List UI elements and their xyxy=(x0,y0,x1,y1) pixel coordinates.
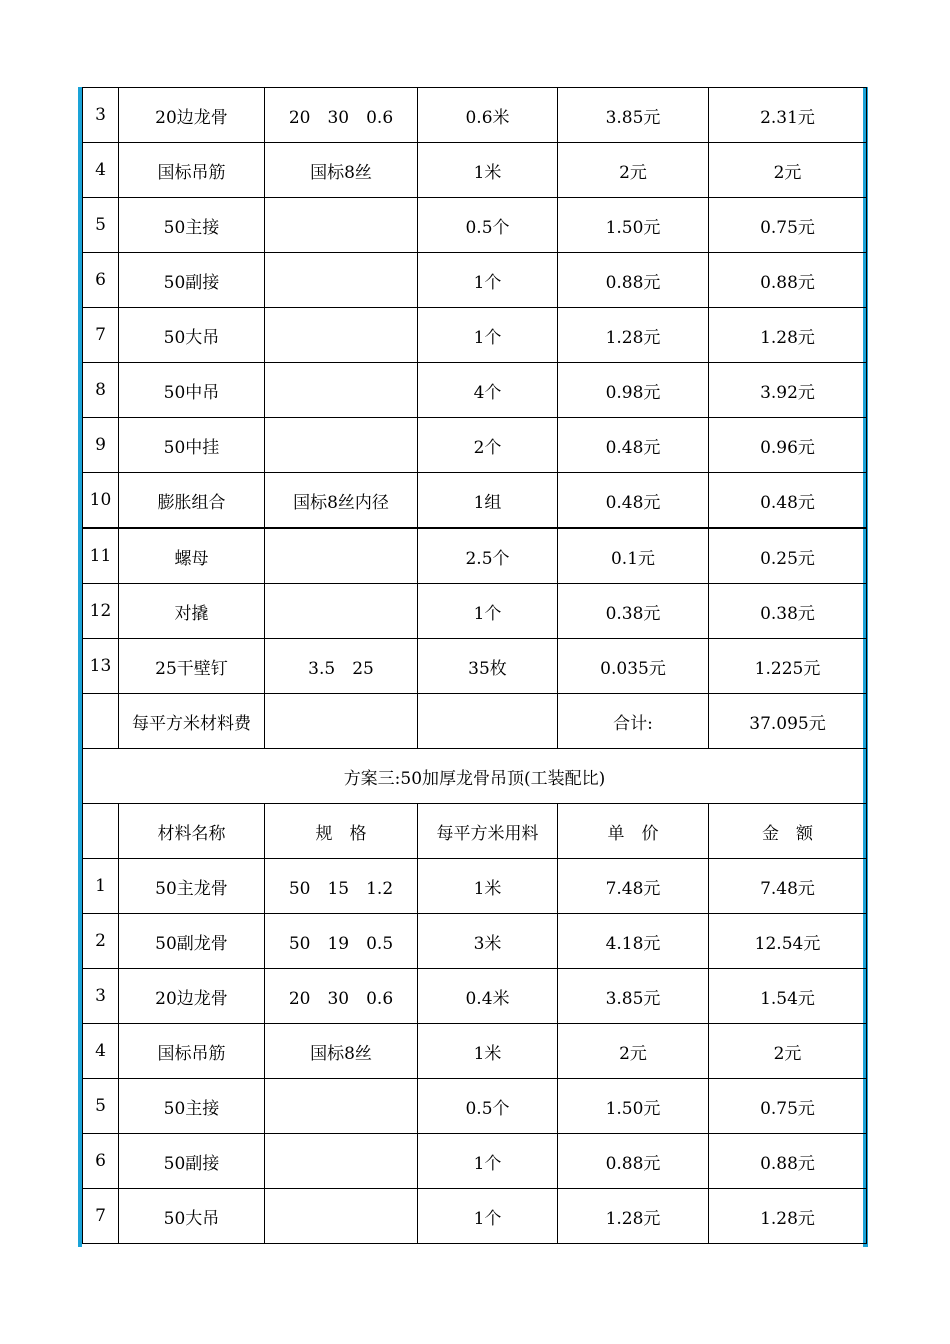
row-number-cell: 1 xyxy=(83,859,119,914)
specification-cell: 20 30 0.6 xyxy=(265,88,418,143)
material-name-cell: 50中挂 xyxy=(119,418,265,473)
table-row xyxy=(83,473,867,529)
row-number-cell: 8 xyxy=(83,363,119,418)
amount-cell: 0.48元 xyxy=(709,473,867,529)
section-title-row xyxy=(83,749,867,804)
specification-cell xyxy=(265,584,418,639)
material-name-cell: 25干壁钉 xyxy=(119,639,265,694)
specification-cell: 国标8丝 xyxy=(265,143,418,198)
specification-cell: 国标8丝内径 xyxy=(265,473,418,529)
specification-cell: 国标8丝 xyxy=(265,1024,418,1079)
usage-per-sqm-cell: 1米 xyxy=(418,859,558,914)
row-number-cell: 3 xyxy=(83,969,119,1024)
material-name-cell: 50主接 xyxy=(119,1079,265,1134)
material-name-cell: 20边龙骨 xyxy=(119,88,265,143)
row-number-cell: 4 xyxy=(83,143,119,198)
amount-cell: 0.25元 xyxy=(709,528,867,584)
amount-cell: 0.88元 xyxy=(709,253,867,308)
unit-price-cell: 2元 xyxy=(558,143,709,198)
usage-per-sqm-cell: 1个 xyxy=(418,1189,558,1244)
row-number-cell: 13 xyxy=(83,639,119,694)
table-row xyxy=(83,308,867,363)
row-number-cell: 3 xyxy=(83,88,119,143)
usage-per-sqm-cell: 35枚 xyxy=(418,639,558,694)
total-row xyxy=(83,694,867,749)
table-row xyxy=(83,639,867,694)
material-name-cell: 材料名称 xyxy=(119,804,265,859)
usage-per-sqm-cell xyxy=(418,694,558,749)
specification-cell xyxy=(265,308,418,363)
amount-cell: 0.75元 xyxy=(709,198,867,253)
amount-cell: 0.96元 xyxy=(709,418,867,473)
amount-cell: 3.92元 xyxy=(709,363,867,418)
usage-per-sqm-cell: 1组 xyxy=(418,473,558,529)
table-row xyxy=(83,253,867,308)
row-number-cell: 5 xyxy=(83,198,119,253)
specification-cell: 50 15 1.2 xyxy=(265,859,418,914)
table-row xyxy=(83,1189,867,1244)
amount-cell: 0.75元 xyxy=(709,1079,867,1134)
material-name-cell: 50大吊 xyxy=(119,1189,265,1244)
unit-price-cell: 1.50元 xyxy=(558,198,709,253)
specification-cell: 规 格 xyxy=(265,804,418,859)
specification-cell xyxy=(265,1189,418,1244)
unit-price-cell: 0.48元 xyxy=(558,418,709,473)
unit-price-cell: 0.38元 xyxy=(558,584,709,639)
table-row xyxy=(83,1134,867,1189)
table-row xyxy=(83,198,867,253)
amount-cell: 7.48元 xyxy=(709,859,867,914)
amount-cell: 1.28元 xyxy=(709,308,867,363)
unit-price-cell: 1.50元 xyxy=(558,1079,709,1134)
usage-per-sqm-cell: 0.6米 xyxy=(418,88,558,143)
usage-per-sqm-cell: 2.5个 xyxy=(418,528,558,584)
specification-cell xyxy=(265,198,418,253)
usage-per-sqm-cell: 1个 xyxy=(418,308,558,363)
table-row xyxy=(83,1079,867,1134)
amount-cell: 2元 xyxy=(709,1024,867,1079)
row-number-cell: 6 xyxy=(83,253,119,308)
row-number-cell: 4 xyxy=(83,1024,119,1079)
unit-price-cell: 3.85元 xyxy=(558,88,709,143)
specification-cell: 3.5 25 xyxy=(265,639,418,694)
table-row xyxy=(83,914,867,969)
usage-per-sqm-cell: 1米 xyxy=(418,1024,558,1079)
table-row xyxy=(83,1024,867,1079)
material-name-cell: 20边龙骨 xyxy=(119,969,265,1024)
row-number-cell: 6 xyxy=(83,1134,119,1189)
amount-cell: 1.28元 xyxy=(709,1189,867,1244)
specification-cell: 50 19 0.5 xyxy=(265,914,418,969)
table-row xyxy=(83,528,867,584)
amount-cell: 12.54元 xyxy=(709,914,867,969)
unit-price-cell: 0.98元 xyxy=(558,363,709,418)
usage-per-sqm-cell: 4个 xyxy=(418,363,558,418)
row-number-cell: 7 xyxy=(83,308,119,363)
table-row xyxy=(83,418,867,473)
table-row xyxy=(83,363,867,418)
usage-per-sqm-cell: 0.4米 xyxy=(418,969,558,1024)
material-name-cell: 螺母 xyxy=(119,528,265,584)
row-number-cell: 10 xyxy=(83,473,119,529)
row-number-cell: 9 xyxy=(83,418,119,473)
row-number-cell xyxy=(83,804,119,859)
specification-cell xyxy=(265,694,418,749)
material-name-cell: 国标吊筋 xyxy=(119,143,265,198)
usage-per-sqm-cell: 0.5个 xyxy=(418,1079,558,1134)
amount-cell: 2元 xyxy=(709,143,867,198)
unit-price-cell: 0.88元 xyxy=(558,1134,709,1189)
usage-per-sqm-cell: 1个 xyxy=(418,584,558,639)
usage-per-sqm-cell: 3米 xyxy=(418,914,558,969)
amount-cell: 1.225元 xyxy=(709,639,867,694)
unit-price-cell: 合计: xyxy=(558,694,709,749)
table-row xyxy=(83,143,867,198)
unit-price-cell: 1.28元 xyxy=(558,308,709,363)
material-name-cell: 50副接 xyxy=(119,253,265,308)
table-row xyxy=(83,584,867,639)
material-name-cell: 50副接 xyxy=(119,1134,265,1189)
specification-cell xyxy=(265,528,418,584)
material-cost-table xyxy=(82,87,867,1244)
amount-cell: 2.31元 xyxy=(709,88,867,143)
usage-per-sqm-cell: 1个 xyxy=(418,1134,558,1189)
unit-price-cell: 0.48元 xyxy=(558,473,709,529)
header-row xyxy=(83,804,867,859)
specification-cell xyxy=(265,1134,418,1189)
unit-price-cell: 单 价 xyxy=(558,804,709,859)
table-row xyxy=(83,859,867,914)
row-number-cell: 12 xyxy=(83,584,119,639)
material-name-cell: 50中吊 xyxy=(119,363,265,418)
material-name-cell: 50副龙骨 xyxy=(119,914,265,969)
unit-price-cell: 0.1元 xyxy=(558,528,709,584)
row-number-cell xyxy=(83,694,119,749)
unit-price-cell: 3.85元 xyxy=(558,969,709,1024)
row-number-cell: 5 xyxy=(83,1079,119,1134)
usage-per-sqm-cell: 0.5个 xyxy=(418,198,558,253)
specification-cell: 20 30 0.6 xyxy=(265,969,418,1024)
usage-per-sqm-cell: 1米 xyxy=(418,143,558,198)
amount-cell: 0.38元 xyxy=(709,584,867,639)
amount-cell: 1.54元 xyxy=(709,969,867,1024)
material-name-cell: 国标吊筋 xyxy=(119,1024,265,1079)
unit-price-cell: 0.035元 xyxy=(558,639,709,694)
section-title: 方案三:50加厚龙骨吊顶(工装配比) xyxy=(83,749,867,804)
unit-price-cell: 7.48元 xyxy=(558,859,709,914)
table-body xyxy=(83,88,867,1244)
specification-cell xyxy=(265,363,418,418)
row-number-cell: 7 xyxy=(83,1189,119,1244)
unit-price-cell: 1.28元 xyxy=(558,1189,709,1244)
material-name-cell: 50主龙骨 xyxy=(119,859,265,914)
amount-cell: 37.095元 xyxy=(709,694,867,749)
table-row xyxy=(83,88,867,143)
table-row xyxy=(83,969,867,1024)
row-number-cell: 2 xyxy=(83,914,119,969)
usage-per-sqm-cell: 每平方米用料 xyxy=(418,804,558,859)
unit-price-cell: 2元 xyxy=(558,1024,709,1079)
usage-per-sqm-cell: 2个 xyxy=(418,418,558,473)
material-name-cell: 每平方米材料费 xyxy=(119,694,265,749)
specification-cell xyxy=(265,418,418,473)
specification-cell xyxy=(265,1079,418,1134)
material-name-cell: 对撬 xyxy=(119,584,265,639)
unit-price-cell: 4.18元 xyxy=(558,914,709,969)
amount-cell: 金 额 xyxy=(709,804,867,859)
material-name-cell: 50主接 xyxy=(119,198,265,253)
row-number-cell: 11 xyxy=(83,528,119,584)
specification-cell xyxy=(265,253,418,308)
usage-per-sqm-cell: 1个 xyxy=(418,253,558,308)
material-name-cell: 50大吊 xyxy=(119,308,265,363)
unit-price-cell: 0.88元 xyxy=(558,253,709,308)
amount-cell: 0.88元 xyxy=(709,1134,867,1189)
material-name-cell: 膨胀组合 xyxy=(119,473,265,529)
